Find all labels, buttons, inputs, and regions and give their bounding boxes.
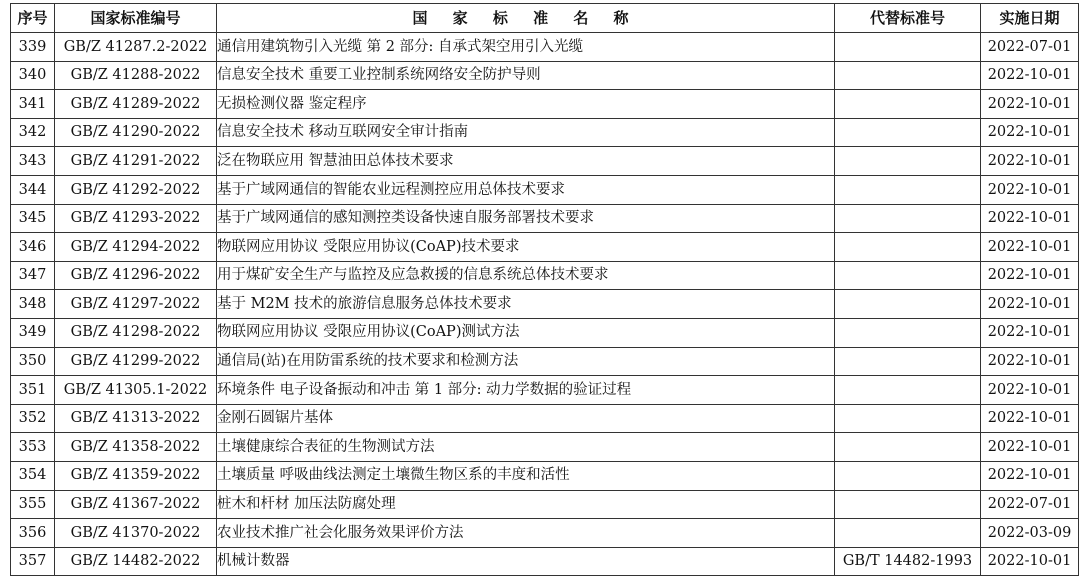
- cell-standard-name: 通信局(站)在用防雷系统的技术要求和检测方法: [217, 347, 835, 376]
- table-row: [11, 90, 1079, 119]
- cell-standard-code: GB/Z 41305.1-2022: [55, 376, 217, 405]
- header-implementation-date: 实施日期: [981, 4, 1079, 33]
- cell-replaced-standard: [835, 147, 981, 176]
- cell-replaced-standard: [835, 175, 981, 204]
- header-serial-number: 序号: [11, 4, 55, 33]
- cell-serial-number: 351: [11, 376, 55, 405]
- cell-serial-number: 347: [11, 261, 55, 290]
- cell-implementation-date: 2022-03-09: [981, 519, 1079, 548]
- standards-table: [10, 3, 1079, 576]
- cell-replaced-standard: [835, 461, 981, 490]
- cell-replaced-standard: [835, 33, 981, 62]
- cell-implementation-date: 2022-10-01: [981, 175, 1079, 204]
- cell-standard-code: GB/Z 41297-2022: [55, 290, 217, 319]
- cell-standard-code: GB/Z 41290-2022: [55, 118, 217, 147]
- cell-standard-name: 物联网应用协议 受限应用协议(CoAP)测试方法: [217, 318, 835, 347]
- cell-standard-code: GB/Z 41370-2022: [55, 519, 217, 548]
- cell-implementation-date: 2022-10-01: [981, 118, 1079, 147]
- cell-replaced-standard: [835, 376, 981, 405]
- cell-replaced-standard: [835, 347, 981, 376]
- cell-replaced-standard: [835, 433, 981, 462]
- cell-implementation-date: 2022-10-01: [981, 347, 1079, 376]
- table-header: [11, 4, 1079, 33]
- cell-serial-number: 344: [11, 175, 55, 204]
- cell-standard-code: GB/Z 41299-2022: [55, 347, 217, 376]
- cell-replaced-standard: [835, 261, 981, 290]
- cell-replaced-standard: [835, 404, 981, 433]
- cell-replaced-standard: [835, 519, 981, 548]
- cell-implementation-date: 2022-10-01: [981, 61, 1079, 90]
- cell-standard-name: 信息安全技术 重要工业控制系统网络安全防护导则: [217, 61, 835, 90]
- cell-replaced-standard: GB/T 14482-1993: [835, 547, 981, 576]
- cell-implementation-date: 2022-10-01: [981, 404, 1079, 433]
- cell-implementation-date: 2022-10-01: [981, 233, 1079, 262]
- header-row: [11, 4, 1079, 33]
- cell-standard-name: 金刚石圆锯片基体: [217, 404, 835, 433]
- table-row: [11, 147, 1079, 176]
- cell-standard-code: GB/Z 41296-2022: [55, 261, 217, 290]
- cell-standard-code: GB/Z 41313-2022: [55, 404, 217, 433]
- cell-serial-number: 342: [11, 118, 55, 147]
- table-row: [11, 433, 1079, 462]
- cell-standard-code: GB/Z 41294-2022: [55, 233, 217, 262]
- table-row: [11, 547, 1079, 576]
- cell-serial-number: 350: [11, 347, 55, 376]
- cell-replaced-standard: [835, 490, 981, 519]
- cell-standard-name: 土壤健康综合表征的生物测试方法: [217, 433, 835, 462]
- cell-replaced-standard: [835, 90, 981, 119]
- cell-serial-number: 341: [11, 90, 55, 119]
- cell-standard-name: 基于广域网通信的感知测控类设备快速自服务部署技术要求: [217, 204, 835, 233]
- cell-standard-name: 农业技术推广社会化服务效果评价方法: [217, 519, 835, 548]
- table-row: [11, 347, 1079, 376]
- cell-standard-name: 信息安全技术 移动互联网安全审计指南: [217, 118, 835, 147]
- table-row: [11, 233, 1079, 262]
- cell-replaced-standard: [835, 290, 981, 319]
- cell-standard-name: 泛在物联应用 智慧油田总体技术要求: [217, 147, 835, 176]
- cell-standard-code: GB/Z 41292-2022: [55, 175, 217, 204]
- table-row: [11, 175, 1079, 204]
- cell-standard-name: 基于 M2M 技术的旅游信息服务总体技术要求: [217, 290, 835, 319]
- cell-serial-number: 346: [11, 233, 55, 262]
- cell-serial-number: 339: [11, 33, 55, 62]
- table-row: [11, 290, 1079, 319]
- cell-standard-name: 土壤质量 呼吸曲线法测定土壤微生物区系的丰度和活性: [217, 461, 835, 490]
- cell-implementation-date: 2022-10-01: [981, 376, 1079, 405]
- table-row: [11, 519, 1079, 548]
- cell-implementation-date: 2022-10-01: [981, 433, 1079, 462]
- cell-serial-number: 348: [11, 290, 55, 319]
- header-standard-code: 国家标准编号: [55, 4, 217, 33]
- table-body: [11, 33, 1079, 576]
- table-row: [11, 461, 1079, 490]
- cell-implementation-date: 2022-10-01: [981, 290, 1079, 319]
- cell-standard-name: 物联网应用协议 受限应用协议(CoAP)技术要求: [217, 233, 835, 262]
- table-row: [11, 261, 1079, 290]
- cell-implementation-date: 2022-07-01: [981, 33, 1079, 62]
- cell-replaced-standard: [835, 118, 981, 147]
- table-row: [11, 33, 1079, 62]
- cell-standard-code: GB/Z 41289-2022: [55, 90, 217, 119]
- cell-serial-number: 352: [11, 404, 55, 433]
- cell-replaced-standard: [835, 233, 981, 262]
- table-row: [11, 61, 1079, 90]
- cell-standard-name: 桩木和杆材 加压法防腐处理: [217, 490, 835, 519]
- table-row: [11, 376, 1079, 405]
- cell-serial-number: 343: [11, 147, 55, 176]
- cell-standard-code: GB/Z 14482-2022: [55, 547, 217, 576]
- cell-standard-code: GB/Z 41293-2022: [55, 204, 217, 233]
- cell-replaced-standard: [835, 318, 981, 347]
- cell-serial-number: 354: [11, 461, 55, 490]
- cell-standard-code: GB/Z 41288-2022: [55, 61, 217, 90]
- cell-standard-code: GB/Z 41367-2022: [55, 490, 217, 519]
- table-row: [11, 490, 1079, 519]
- cell-standard-name: 机械计数器: [217, 547, 835, 576]
- cell-implementation-date: 2022-10-01: [981, 318, 1079, 347]
- header-replaced-standard: 代替标准号: [835, 4, 981, 33]
- cell-implementation-date: 2022-07-01: [981, 490, 1079, 519]
- cell-standard-code: GB/Z 41358-2022: [55, 433, 217, 462]
- cell-serial-number: 353: [11, 433, 55, 462]
- cell-standard-code: GB/Z 41298-2022: [55, 318, 217, 347]
- cell-serial-number: 355: [11, 490, 55, 519]
- header-standard-name: 国 家 标 准 名 称: [217, 4, 835, 33]
- cell-standard-name: 通信用建筑物引入光缆 第 2 部分: 自承式架空用引入光缆: [217, 33, 835, 62]
- cell-standard-name: 用于煤矿安全生产与监控及应急救援的信息系统总体技术要求: [217, 261, 835, 290]
- cell-implementation-date: 2022-10-01: [981, 90, 1079, 119]
- cell-serial-number: 357: [11, 547, 55, 576]
- cell-standard-code: GB/Z 41359-2022: [55, 461, 217, 490]
- cell-standard-name: 基于广域网通信的智能农业远程测控应用总体技术要求: [217, 175, 835, 204]
- cell-replaced-standard: [835, 61, 981, 90]
- cell-standard-name: 无损检测仪器 鉴定程序: [217, 90, 835, 119]
- cell-implementation-date: 2022-10-01: [981, 147, 1079, 176]
- cell-serial-number: 340: [11, 61, 55, 90]
- cell-serial-number: 345: [11, 204, 55, 233]
- cell-implementation-date: 2022-10-01: [981, 204, 1079, 233]
- table-row: [11, 118, 1079, 147]
- table-row: [11, 204, 1079, 233]
- cell-replaced-standard: [835, 204, 981, 233]
- cell-serial-number: 356: [11, 519, 55, 548]
- cell-implementation-date: 2022-10-01: [981, 547, 1079, 576]
- cell-standard-code: GB/Z 41291-2022: [55, 147, 217, 176]
- cell-standard-name: 环境条件 电子设备振动和冲击 第 1 部分: 动力学数据的验证过程: [217, 376, 835, 405]
- table-row: [11, 404, 1079, 433]
- cell-implementation-date: 2022-10-01: [981, 461, 1079, 490]
- cell-serial-number: 349: [11, 318, 55, 347]
- cell-implementation-date: 2022-10-01: [981, 261, 1079, 290]
- cell-standard-code: GB/Z 41287.2-2022: [55, 33, 217, 62]
- table-row: [11, 318, 1079, 347]
